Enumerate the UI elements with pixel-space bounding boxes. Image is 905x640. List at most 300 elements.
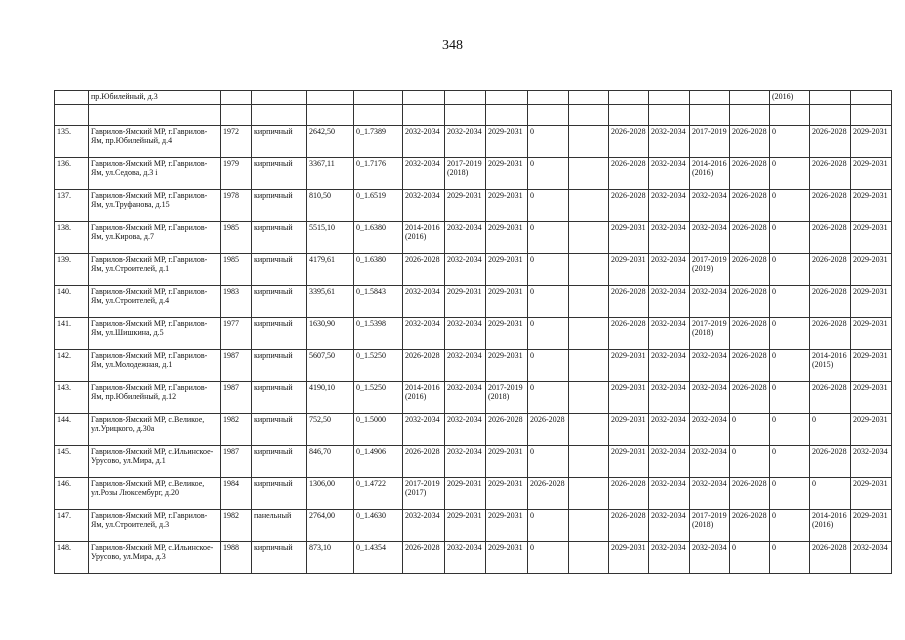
schedule-cell-c17: 0 (770, 382, 810, 414)
area-cell: 1306,00 (307, 478, 354, 510)
address-cell: Гаврилов-Ямский МР, с.Ильинское-Урусово, ул.Мира, д.3 (89, 542, 221, 574)
table-row (55, 222, 892, 254)
schedule-cell-c12 (569, 158, 609, 190)
schedule-cell-c14: 2032-2034 (649, 382, 690, 414)
schedule-cell-c19: 2029-2031 (851, 222, 892, 254)
schedule-cell-c13: 2029-2031 (609, 382, 649, 414)
schedule-cell-c10: 2029-2031 (486, 286, 528, 318)
area-cell: 3367,11 (307, 158, 354, 190)
schedule-cell-c15: 2032-2034 (690, 350, 730, 382)
schedule-cell-c19: 2029-2031 (851, 318, 892, 350)
schedule-cell-c12 (569, 190, 609, 222)
wall-material-cell: кирпичный (252, 158, 307, 190)
schedule-cell-c19: 2029-2031 (851, 382, 892, 414)
schedule-cell-c15: 2017-2019 (2018) (690, 510, 730, 542)
schedule-cell-c17: (2016) (770, 91, 810, 105)
schedule-cell-c12 (569, 286, 609, 318)
schedule-cell-c18: 2026-2028 (810, 382, 851, 414)
area-cell: 2642,50 (307, 126, 354, 158)
schedule-cell-c11: 0 (528, 382, 569, 414)
schedule-cell-c11: 2026-2028 (528, 478, 569, 510)
schedule-cell-c19: 2029-2031 (851, 414, 892, 446)
schedule-cell-c13: 2029-2031 (609, 222, 649, 254)
schedule-cell-c13: 2026-2028 (609, 318, 649, 350)
priority-index-cell: 0_1.6519 (354, 190, 403, 222)
schedule-cell-c08: 2026-2028 (403, 254, 445, 286)
year-built-cell: 1982 (221, 510, 252, 542)
year-built-cell: 1987 (221, 382, 252, 414)
area-cell: 846,70 (307, 446, 354, 478)
priority-index-cell: 0_1.4630 (354, 510, 403, 542)
schedule-cell-c18 (810, 91, 851, 105)
table-row (55, 286, 892, 318)
schedule-cell-c10: 2029-2031 (486, 254, 528, 286)
schedule-cell-c13: 2026-2028 (609, 510, 649, 542)
area-cell: 2764,00 (307, 510, 354, 542)
schedule-cell-c08: 2032-2034 (403, 414, 445, 446)
row-number-cell: 142. (55, 350, 89, 382)
schedule-cell-c09: 2032-2034 (445, 222, 486, 254)
schedule-cell-c11: 0 (528, 510, 569, 542)
schedule-cell-c09: 2029-2031 (445, 510, 486, 542)
area-cell: 752,50 (307, 414, 354, 446)
table-row (55, 414, 892, 446)
year-built-cell: 1987 (221, 350, 252, 382)
address-cell: Гаврилов-Ямский МР, г.Гаврилов-Ям, ул.Строителей, д.3 (89, 510, 221, 542)
schedule-cell-c15: 2017-2019 (2018) (690, 318, 730, 350)
year-built-cell: 1983 (221, 286, 252, 318)
address-cell: Гаврилов-Ямский МР, г.Гаврилов-Ям, ул.Кирова, д.7 (89, 222, 221, 254)
schedule-cell-c19: 2029-2031 (851, 158, 892, 190)
schedule-cell-c13: 2026-2028 (609, 478, 649, 510)
schedule-cell-c19: 2029-2031 (851, 350, 892, 382)
schedule-cell-c08: 2026-2028 (403, 350, 445, 382)
schedule-cell-c16: 2026-2028 (730, 286, 770, 318)
wall-material-cell: кирпичный (252, 350, 307, 382)
priority-index-cell: 0_1.4722 (354, 478, 403, 510)
row-number-cell: 147. (55, 510, 89, 542)
year-built-cell: 1987 (221, 446, 252, 478)
schedule-cell-c11 (528, 91, 569, 105)
empty-cell (307, 105, 354, 126)
schedule-cell-c15: 2032-2034 (690, 286, 730, 318)
address-cell: Гаврилов-Ямский МР, г.Гаврилов-Ям, ул.Седова, д.3 i (89, 158, 221, 190)
row-number-cell: 144. (55, 414, 89, 446)
schedule-cell-c15: 2032-2034 (690, 446, 730, 478)
empty-cell (810, 105, 851, 126)
schedule-cell-c11: 0 (528, 318, 569, 350)
schedule-cell-c15: 2032-2034 (690, 542, 730, 574)
schedule-cell-c17: 0 (770, 126, 810, 158)
table-row (55, 446, 892, 478)
area-cell: 1630,90 (307, 318, 354, 350)
schedule-cell-c10: 2029-2031 (486, 478, 528, 510)
schedule-cell-c14: 2032-2034 (649, 478, 690, 510)
table-row (55, 478, 892, 510)
table-row (55, 382, 892, 414)
schedule-cell-c08: 2017-2019 (2017) (403, 478, 445, 510)
schedule-cell-c18: 2014-2016 (2016) (810, 510, 851, 542)
schedule-cell-c12 (569, 478, 609, 510)
schedule-cell-c16: 0 (730, 542, 770, 574)
schedule-cell-c10: 2029-2031 (486, 542, 528, 574)
schedule-cell-c17: 0 (770, 542, 810, 574)
schedule-cell-c11: 0 (528, 190, 569, 222)
row-number-cell (55, 91, 89, 105)
schedule-cell-c15 (690, 91, 730, 105)
schedule-cell-c09: 2032-2034 (445, 382, 486, 414)
priority-index-cell: 0_1.4906 (354, 446, 403, 478)
empty-cell (528, 105, 569, 126)
schedule-cell-c13: 2026-2028 (609, 286, 649, 318)
schedule-cell-c08: 2014-2016 (2016) (403, 222, 445, 254)
schedule-cell-c14: 2032-2034 (649, 286, 690, 318)
wall-material-cell: кирпичный (252, 542, 307, 574)
schedule-cell-c16: 0 (730, 446, 770, 478)
empty-cell (851, 105, 892, 126)
schedule-cell-c17: 0 (770, 414, 810, 446)
priority-index-cell: 0_1.7176 (354, 158, 403, 190)
schedule-cell-c11: 0 (528, 126, 569, 158)
page-number: 348 (442, 38, 463, 53)
year-built-cell: 1978 (221, 190, 252, 222)
schedule-cell-c16: 2026-2028 (730, 478, 770, 510)
address-cell: Гаврилов-Ямский МР, г.Гаврилов-Ям, ул.Молодежная, д.1 (89, 350, 221, 382)
schedule-cell-c15: 2017-2019 (2019) (690, 254, 730, 286)
schedule-cell-c09: 2032-2034 (445, 126, 486, 158)
schedule-cell-c13 (609, 91, 649, 105)
year-built-cell: 1985 (221, 254, 252, 286)
schedule-cell-c10: 2029-2031 (486, 158, 528, 190)
schedule-cell-c18: 2026-2028 (810, 542, 851, 574)
schedule-cell-c12 (569, 446, 609, 478)
wall-material-cell: кирпичный (252, 254, 307, 286)
schedule-cell-c11: 0 (528, 446, 569, 478)
schedule-cell-c12 (569, 542, 609, 574)
schedule-cell-c14: 2032-2034 (649, 254, 690, 286)
schedule-cell-c10: 2029-2031 (486, 510, 528, 542)
schedule-cell-c10: 2029-2031 (486, 222, 528, 254)
area-cell: 4179,61 (307, 254, 354, 286)
schedule-cell-c09: 2032-2034 (445, 414, 486, 446)
schedule-cell-c16: 2026-2028 (730, 254, 770, 286)
schedule-cell-c19 (851, 91, 892, 105)
schedule-cell-c19: 2029-2031 (851, 478, 892, 510)
priority-index-cell (354, 91, 403, 105)
empty-cell (403, 105, 445, 126)
schedule-cell-c12 (569, 510, 609, 542)
schedule-cell-c17: 0 (770, 222, 810, 254)
empty-cell (730, 105, 770, 126)
empty-cell (252, 105, 307, 126)
schedule-cell-c10: 2029-2031 (486, 318, 528, 350)
schedule-cell-c13: 2026-2028 (609, 158, 649, 190)
schedule-cell-c19: 2032-2034 (851, 446, 892, 478)
empty-cell (569, 105, 609, 126)
schedule-cell-c15: 2032-2034 (690, 478, 730, 510)
schedule-cell-c17: 0 (770, 446, 810, 478)
table-row (55, 254, 892, 286)
schedule-cell-c17: 0 (770, 478, 810, 510)
table-row (55, 190, 892, 222)
schedule-cell-c17: 0 (770, 318, 810, 350)
schedule-cell-c08: 2032-2034 (403, 190, 445, 222)
wall-material-cell: кирпичный (252, 478, 307, 510)
schedule-cell-c09: 2029-2031 (445, 478, 486, 510)
schedule-cell-c10 (486, 91, 528, 105)
schedule-cell-c16: 2026-2028 (730, 318, 770, 350)
address-cell: Гаврилов-Ямский МР, г.Гаврилов-Ям, ул.Труфанова, д.15 (89, 190, 221, 222)
row-number-cell: 143. (55, 382, 89, 414)
wall-material-cell: кирпичный (252, 414, 307, 446)
wall-material-cell: кирпичный (252, 382, 307, 414)
schedule-cell-c11: 0 (528, 254, 569, 286)
schedule-cell-c08: 2032-2034 (403, 286, 445, 318)
year-built-cell: 1988 (221, 542, 252, 574)
table-row (55, 318, 892, 350)
area-cell: 3395,61 (307, 286, 354, 318)
schedule-cell-c09: 2017-2019 (2018) (445, 158, 486, 190)
schedule-cell-c13: 2029-2031 (609, 350, 649, 382)
schedule-cell-c17: 0 (770, 286, 810, 318)
schedule-cell-c18: 2014-2016 (2015) (810, 350, 851, 382)
priority-index-cell: 0_1.7389 (354, 126, 403, 158)
schedule-cell-c14: 2032-2034 (649, 446, 690, 478)
schedule-cell-c14: 2032-2034 (649, 542, 690, 574)
schedule-cell-c12 (569, 91, 609, 105)
schedule-cell-c16: 2026-2028 (730, 126, 770, 158)
schedule-cell-c09 (445, 91, 486, 105)
schedule-cell-c19: 2029-2031 (851, 286, 892, 318)
schedule-cell-c14: 2032-2034 (649, 318, 690, 350)
row-number-cell: 137. (55, 190, 89, 222)
schedule-cell-c12 (569, 350, 609, 382)
schedule-cell-c12 (569, 414, 609, 446)
year-built-cell: 1977 (221, 318, 252, 350)
schedule-cell-c14: 2032-2034 (649, 350, 690, 382)
empty-cell (609, 105, 649, 126)
empty-cell (89, 105, 221, 126)
schedule-cell-c19: 2032-2034 (851, 542, 892, 574)
schedule-cell-c18: 2026-2028 (810, 126, 851, 158)
schedule-cell-c19: 2029-2031 (851, 510, 892, 542)
address-cell: пр.Юбилейный, д.3 (89, 91, 221, 105)
schedule-cell-c09: 2029-2031 (445, 286, 486, 318)
schedule-cell-c15: 2014-2016 (2016) (690, 158, 730, 190)
schedule-cell-c16: 2026-2028 (730, 158, 770, 190)
row-number-cell: 139. (55, 254, 89, 286)
schedule-cell-c17: 0 (770, 510, 810, 542)
schedule-cell-c14: 2032-2034 (649, 510, 690, 542)
schedule-cell-c08: 2014-2016 (2016) (403, 382, 445, 414)
schedule-cell-c19: 2029-2031 (851, 190, 892, 222)
row-number-cell: 138. (55, 222, 89, 254)
schedule-cell-c16: 0 (730, 414, 770, 446)
address-cell: Гаврилов-Ямский МР, г.Гаврилов-Ям, пр.Юбилейный, д.4 (89, 126, 221, 158)
area-cell: 5607,50 (307, 350, 354, 382)
schedule-cell-c14 (649, 91, 690, 105)
row-number-cell: 148. (55, 542, 89, 574)
schedule-cell-c13: 2026-2028 (609, 126, 649, 158)
schedule-cell-c13: 2029-2031 (609, 542, 649, 574)
schedule-cell-c10: 2029-2031 (486, 446, 528, 478)
schedule-cell-c10: 2026-2028 (486, 414, 528, 446)
priority-index-cell: 0_1.5398 (354, 318, 403, 350)
row-number-cell: 145. (55, 446, 89, 478)
housing-repair-schedule-table (54, 90, 892, 574)
area-cell: 873,10 (307, 542, 354, 574)
address-cell: Гаврилов-Ямский МР, с.Ильинское-Урусово, ул.Мира, д.1 (89, 446, 221, 478)
schedule-cell-c18: 2026-2028 (810, 254, 851, 286)
schedule-cell-c13: 2029-2031 (609, 254, 649, 286)
schedule-cell-c08: 2032-2034 (403, 510, 445, 542)
empty-cell (770, 105, 810, 126)
priority-index-cell: 0_1.5250 (354, 382, 403, 414)
schedule-cell-c18: 2026-2028 (810, 222, 851, 254)
empty-cell (221, 105, 252, 126)
schedule-cell-c08: 2026-2028 (403, 542, 445, 574)
schedule-cell-c15: 2017-2019 (690, 126, 730, 158)
schedule-cell-c10: 2029-2031 (486, 190, 528, 222)
schedule-cell-c10: 2029-2031 (486, 126, 528, 158)
priority-index-cell: 0_1.6380 (354, 222, 403, 254)
schedule-cell-c16: 2026-2028 (730, 190, 770, 222)
wall-material-cell: кирпичный (252, 318, 307, 350)
priority-index-cell: 0_1.6380 (354, 254, 403, 286)
schedule-cell-c08: 2032-2034 (403, 318, 445, 350)
schedule-cell-c08: 2032-2034 (403, 158, 445, 190)
schedule-cell-c12 (569, 222, 609, 254)
schedule-cell-c15: 2032-2034 (690, 190, 730, 222)
wall-material-cell: панельный (252, 510, 307, 542)
address-cell: Гаврилов-Ямский МР, с.Великое, ул.Розы Люксембург, д.20 (89, 478, 221, 510)
schedule-cell-c13: 2026-2028 (609, 190, 649, 222)
schedule-cell-c09: 2032-2034 (445, 350, 486, 382)
priority-index-cell: 0_1.5843 (354, 286, 403, 318)
priority-index-cell: 0_1.5250 (354, 350, 403, 382)
schedule-cell-c09: 2032-2034 (445, 254, 486, 286)
row-number-cell: 141. (55, 318, 89, 350)
schedule-cell-c11: 0 (528, 158, 569, 190)
schedule-cell-c18: 2026-2028 (810, 190, 851, 222)
year-built-cell: 1985 (221, 222, 252, 254)
area-cell: 810,50 (307, 190, 354, 222)
schedule-cell-c14: 2032-2034 (649, 190, 690, 222)
schedule-cell-c16 (730, 91, 770, 105)
schedule-cell-c11: 0 (528, 542, 569, 574)
address-cell: Гаврилов-Ямский МР, г.Гаврилов-Ям, пр.Юбилейный, д.12 (89, 382, 221, 414)
schedule-cell-c08: 2026-2028 (403, 446, 445, 478)
schedule-cell-c11: 2026-2028 (528, 414, 569, 446)
schedule-cell-c17: 0 (770, 350, 810, 382)
schedule-cell-c16: 2026-2028 (730, 510, 770, 542)
table-row-continuation (55, 91, 892, 105)
schedule-cell-c09: 2032-2034 (445, 446, 486, 478)
schedule-cell-c11: 0 (528, 350, 569, 382)
schedule-cell-c18: 0 (810, 478, 851, 510)
schedule-cell-c18: 0 (810, 414, 851, 446)
schedule-cell-c10: 2017-2019 (2018) (486, 382, 528, 414)
schedule-cell-c17: 0 (770, 158, 810, 190)
row-number-cell: 146. (55, 478, 89, 510)
area-cell: 5515,10 (307, 222, 354, 254)
year-built-cell: 1984 (221, 478, 252, 510)
schedule-cell-c12 (569, 126, 609, 158)
wall-material-cell: кирпичный (252, 446, 307, 478)
schedule-cell-c11: 0 (528, 286, 569, 318)
schedule-cell-c19: 2029-2031 (851, 254, 892, 286)
schedule-cell-c18: 2026-2028 (810, 446, 851, 478)
address-cell: Гаврилов-Ямский МР, г.Гаврилов-Ям, ул.Строителей, д.1 (89, 254, 221, 286)
wall-material-cell: кирпичный (252, 190, 307, 222)
schedule-cell-c16: 2026-2028 (730, 222, 770, 254)
empty-cell (354, 105, 403, 126)
schedule-cell-c14: 2032-2034 (649, 414, 690, 446)
empty-cell (486, 105, 528, 126)
address-cell: Гаврилов-Ямский МР, г.Гаврилов-Ям, ул.Шишкина, д.5 (89, 318, 221, 350)
year-built-cell: 1972 (221, 126, 252, 158)
schedule-cell-c16: 2026-2028 (730, 350, 770, 382)
schedule-cell-c12 (569, 318, 609, 350)
table-row (55, 158, 892, 190)
schedule-cell-c17: 0 (770, 190, 810, 222)
empty-cell (445, 105, 486, 126)
schedule-cell-c18: 2026-2028 (810, 318, 851, 350)
schedule-cell-c15: 2032-2034 (690, 222, 730, 254)
schedule-cell-c15: 2032-2034 (690, 414, 730, 446)
row-number-cell: 135. (55, 126, 89, 158)
address-cell: Гаврилов-Ямский МР, с.Великое, ул.Урицкого, д.30а (89, 414, 221, 446)
table-row (55, 126, 892, 158)
schedule-cell-c18: 2026-2028 (810, 286, 851, 318)
schedule-cell-c10: 2029-2031 (486, 350, 528, 382)
schedule-cell-c19: 2029-2031 (851, 126, 892, 158)
schedule-cell-c16: 2026-2028 (730, 382, 770, 414)
empty-cell (649, 105, 690, 126)
priority-index-cell: 0_1.4354 (354, 542, 403, 574)
schedule-cell-c15: 2032-2034 (690, 382, 730, 414)
year-built-cell: 1979 (221, 158, 252, 190)
schedule-cell-c08 (403, 91, 445, 105)
empty-cell (690, 105, 730, 126)
schedule-cell-c11: 0 (528, 222, 569, 254)
wall-material-cell: кирпичный (252, 286, 307, 318)
schedule-cell-c09: 2032-2034 (445, 542, 486, 574)
area-cell (307, 91, 354, 105)
address-cell: Гаврилов-Ямский МР, г.Гаврилов-Ям, ул.Строителей, д.4 (89, 286, 221, 318)
table-row-spacer (55, 105, 892, 126)
schedule-cell-c14: 2032-2034 (649, 222, 690, 254)
row-number-cell: 140. (55, 286, 89, 318)
empty-cell (55, 105, 89, 126)
schedule-cell-c17: 0 (770, 254, 810, 286)
wall-material-cell (252, 91, 307, 105)
schedule-cell-c14: 2032-2034 (649, 126, 690, 158)
schedule-cell-c14: 2032-2034 (649, 158, 690, 190)
schedule-cell-c08: 2032-2034 (403, 126, 445, 158)
table-row (55, 542, 892, 574)
table-row (55, 350, 892, 382)
schedule-cell-c13: 2029-2031 (609, 446, 649, 478)
schedule-cell-c09: 2029-2031 (445, 190, 486, 222)
priority-index-cell: 0_1.5000 (354, 414, 403, 446)
wall-material-cell: кирпичный (252, 126, 307, 158)
schedule-cell-c12 (569, 254, 609, 286)
year-built-cell (221, 91, 252, 105)
schedule-cell-c13: 2029-2031 (609, 414, 649, 446)
row-number-cell: 136. (55, 158, 89, 190)
table-row (55, 510, 892, 542)
